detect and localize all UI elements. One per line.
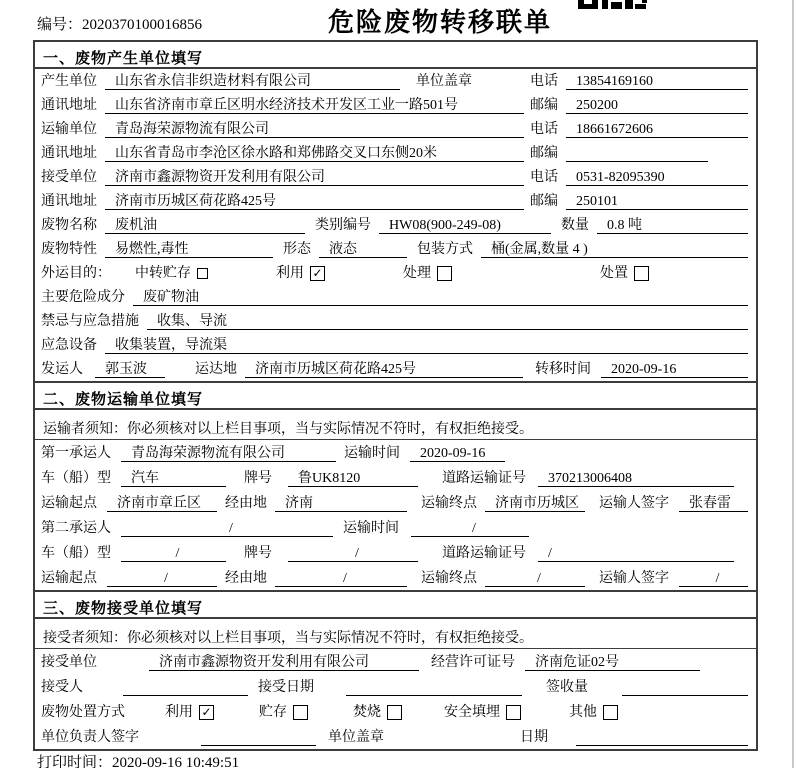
quantity-label: 数量 bbox=[561, 218, 589, 233]
first-carrier-value: 青岛海荣源物流有限公司 bbox=[121, 445, 336, 462]
row-leader-signature bbox=[35, 724, 756, 749]
via2-value: / bbox=[275, 570, 407, 587]
transport-time1-value: 2020-09-16 bbox=[410, 445, 505, 462]
treat-checkbox bbox=[437, 266, 452, 281]
acceptor-label: 接受人 bbox=[41, 680, 83, 695]
first-carrier-label: 第一承运人 bbox=[41, 446, 111, 461]
zip1-value: 250200 bbox=[566, 97, 748, 114]
row-waste-name bbox=[35, 213, 756, 237]
row-acceptor bbox=[35, 674, 756, 699]
carrier-sign2-label: 运输人签字 bbox=[599, 571, 669, 586]
checkbox-transfer-storage: 中转贮存 bbox=[135, 265, 208, 282]
road-license2-label: 道路运输证号 bbox=[442, 546, 526, 561]
second-carrier-label: 第二承运人 bbox=[41, 521, 111, 536]
phone1-value: 13854169160 bbox=[566, 73, 748, 90]
road-license1-value: 370213006408 bbox=[538, 470, 734, 487]
accept-date-label: 接受日期 bbox=[258, 680, 314, 695]
category-code-label: 类别编号 bbox=[315, 218, 371, 233]
utilize-checkbox: ✓ bbox=[310, 266, 325, 281]
checkbox-disp-other: 其他 bbox=[569, 704, 618, 721]
taboo-label: 禁忌与应急措施 bbox=[41, 314, 139, 329]
hazard-label: 主要危险成分 bbox=[41, 290, 125, 305]
taboo-value: 收集、导流 bbox=[147, 313, 748, 330]
end2-label: 运输终点 bbox=[421, 571, 477, 586]
transfer-storage-checkbox bbox=[197, 268, 208, 279]
row-route1 bbox=[35, 490, 756, 515]
waste-name-label: 废物名称 bbox=[41, 218, 97, 233]
origin1-value: 济南市章丘区 bbox=[107, 495, 217, 512]
vehicle2-value: / bbox=[121, 545, 226, 562]
zip2-value bbox=[566, 145, 708, 162]
disp-landfill-checkbox bbox=[506, 705, 521, 720]
page-edge-line bbox=[792, 0, 794, 768]
waste-name-value: 废机油 bbox=[105, 217, 305, 234]
carrier-sign1-label: 运输人签字 bbox=[599, 496, 669, 511]
transporter-notice: 运输者须知：你必须核对以上栏目事项，当与实际情况不符时，有权拒绝接受。 bbox=[35, 410, 756, 440]
row-route2 bbox=[35, 565, 756, 590]
checkbox-utilize: 利用 ✓ bbox=[276, 265, 325, 282]
zip3-value: 250101 bbox=[566, 193, 748, 210]
section1-header: 一、废物产生单位填写 bbox=[35, 42, 756, 69]
vehicle1-value: 汽车 bbox=[121, 470, 226, 487]
destination-label: 运达地 bbox=[195, 362, 237, 377]
purpose-label: 外运目的： bbox=[41, 266, 111, 281]
producer-label: 产生单位 bbox=[41, 74, 97, 89]
plate1-label: 牌号 bbox=[244, 471, 272, 486]
row-shipper bbox=[35, 357, 756, 381]
carrier-sign2-value: / bbox=[679, 570, 748, 587]
disposal-label: 废物处置方式 bbox=[41, 705, 125, 720]
row-vehicle1 bbox=[35, 465, 756, 490]
row-purpose bbox=[35, 261, 756, 285]
second-carrier-value: / bbox=[121, 520, 333, 537]
phone2-group bbox=[530, 121, 748, 138]
via2-label: 经由地 bbox=[225, 571, 267, 586]
carrier-value: 青岛海荣源物流有限公司 bbox=[105, 121, 524, 138]
leader-sign-label: 单位负责人签字 bbox=[41, 730, 139, 745]
phone2-value: 18661672606 bbox=[566, 121, 748, 138]
phone3-group bbox=[530, 169, 748, 186]
transport-time2-label: 运输时间 bbox=[343, 521, 399, 536]
zip3-label: 邮编 bbox=[530, 194, 558, 209]
row-transport-unit bbox=[35, 117, 756, 141]
plate2-label: 牌号 bbox=[244, 546, 272, 561]
receiver-notice: 接受者须知：你必须核对以上栏目事项，当与实际情况不符时，有权拒绝接受。 bbox=[35, 619, 756, 649]
quantity-value: 0.8 吨 bbox=[597, 217, 748, 234]
unit-seal-label: 单位盖章 bbox=[416, 74, 472, 89]
vehicle2-label: 车（船）型 bbox=[41, 546, 111, 561]
disp-other-checkbox bbox=[603, 705, 618, 720]
zip3-group bbox=[530, 193, 748, 210]
row-producer bbox=[35, 69, 756, 93]
zip1-group bbox=[530, 97, 748, 114]
checkbox-disp-storage: 贮存 bbox=[259, 704, 308, 721]
packing-value: 桶(金属,数量 4 ) bbox=[481, 241, 748, 258]
receive-unit-label: 接受单位 bbox=[41, 655, 97, 670]
accept-date-value bbox=[346, 679, 522, 696]
leader-sign-value bbox=[201, 729, 316, 746]
road-license2-value: / bbox=[538, 545, 734, 562]
carrier-label: 运输单位 bbox=[41, 122, 97, 137]
via1-label: 经由地 bbox=[225, 496, 267, 511]
phone1-label: 电话 bbox=[530, 74, 558, 89]
row-first-carrier bbox=[35, 440, 756, 465]
transport-time2-value: / bbox=[411, 520, 529, 537]
receiver-value: 济南市鑫源物资开发利用有限公司 bbox=[105, 169, 524, 186]
unit-seal2-label: 单位盖章 bbox=[328, 730, 384, 745]
permit-value: 济南危证02号 bbox=[525, 654, 700, 671]
checkbox-dispose: 处置 bbox=[600, 265, 649, 282]
row-taboo bbox=[35, 309, 756, 333]
zip2-group bbox=[530, 145, 748, 162]
row-second-carrier bbox=[35, 515, 756, 540]
phone1-group bbox=[530, 73, 748, 90]
checkbox-disp-incinerate: 焚烧 bbox=[353, 704, 402, 721]
plate1-value: 鲁UK8120 bbox=[288, 470, 418, 487]
qr-code-fragment bbox=[578, 0, 650, 10]
trait-value: 易燃性,毒性 bbox=[105, 241, 273, 258]
end1-value: 济南市历城区 bbox=[485, 495, 585, 512]
trait-label: 废物特性 bbox=[41, 242, 97, 257]
disp-incinerate-checkbox bbox=[387, 705, 402, 720]
origin2-value: / bbox=[107, 570, 217, 587]
category-code-value: HW08(900-249-08) bbox=[379, 217, 551, 234]
hazard-value: 废矿物油 bbox=[133, 289, 748, 306]
end1-label: 运输终点 bbox=[421, 496, 477, 511]
form-value: 液态 bbox=[319, 241, 407, 258]
phone3-value: 0531-82095390 bbox=[566, 169, 748, 186]
transport-time1-label: 运输时间 bbox=[344, 446, 400, 461]
date-label: 日期 bbox=[520, 730, 548, 745]
section2-header: 二、废物运输单位填写 bbox=[35, 381, 756, 410]
signed-qty-label: 签收量 bbox=[546, 680, 588, 695]
addr2-value: 山东省青岛市李沧区徐水路和郑佛路交叉口东侧20米 bbox=[105, 145, 524, 162]
page-title: 危险废物转移联单 bbox=[327, 8, 552, 37]
zip2-label: 邮编 bbox=[530, 146, 558, 161]
carrier-sign1-value: 张春雷 bbox=[679, 495, 748, 512]
row-waste-trait bbox=[35, 237, 756, 261]
manifest-form bbox=[33, 40, 758, 751]
origin1-label: 运输起点 bbox=[41, 496, 97, 511]
row-receive-address bbox=[35, 189, 756, 213]
shipper-value: 郭玉波 bbox=[95, 361, 165, 378]
equipment-label: 应急设备 bbox=[41, 338, 97, 353]
print-time-value: 2020-09-16 10:49:51 bbox=[112, 755, 240, 768]
row-vehicle2 bbox=[35, 540, 756, 565]
addr3-label: 通讯地址 bbox=[41, 194, 97, 209]
disp-utilize-checkbox: ✓ bbox=[199, 705, 214, 720]
row-receive-unit-s3 bbox=[35, 649, 756, 674]
packing-label: 包装方式 bbox=[417, 242, 473, 257]
row-emergency-equipment bbox=[35, 333, 756, 357]
row-hazard-component bbox=[35, 285, 756, 309]
via1-value: 济南 bbox=[275, 495, 407, 512]
shipper-label: 发运人 bbox=[41, 362, 83, 377]
zip1-label: 邮编 bbox=[530, 98, 558, 113]
plate2-value: / bbox=[288, 545, 418, 562]
transfer-time-label: 转移时间 bbox=[535, 362, 591, 377]
section3-header: 三、废物接受单位填写 bbox=[35, 590, 756, 619]
date-value bbox=[576, 729, 748, 746]
end2-value: / bbox=[485, 570, 585, 587]
addr3-value: 济南市历城区荷花路425号 bbox=[105, 193, 524, 210]
receiver-label: 接受单位 bbox=[41, 170, 97, 185]
producer-value: 山东省永信非织造材料有限公司 bbox=[105, 73, 400, 90]
row-producer-address bbox=[35, 93, 756, 117]
checkbox-treat: 处理 bbox=[403, 265, 452, 282]
acceptor-value bbox=[123, 679, 248, 696]
vehicle1-label: 车（船）型 bbox=[41, 471, 111, 486]
signed-qty-value bbox=[622, 679, 748, 696]
print-time bbox=[37, 751, 239, 768]
road-license1-label: 道路运输证号 bbox=[442, 471, 526, 486]
transfer-time-value: 2020-09-16 bbox=[601, 361, 748, 378]
dispose-checkbox bbox=[634, 266, 649, 281]
row-disposal-method bbox=[35, 699, 756, 724]
phone3-label: 电话 bbox=[530, 170, 558, 185]
serial-value: 2020370100016856 bbox=[82, 17, 203, 33]
disp-storage-checkbox bbox=[293, 705, 308, 720]
row-transport-address bbox=[35, 141, 756, 165]
checkbox-disp-utilize: 利用 ✓ bbox=[165, 704, 214, 721]
receive-unit-value: 济南市鑫源物资开发利用有限公司 bbox=[149, 654, 419, 671]
destination-value: 济南市历城区荷花路425号 bbox=[245, 361, 523, 378]
row-receive-unit bbox=[35, 165, 756, 189]
equipment-value: 收集装置，导流渠 bbox=[105, 337, 748, 354]
addr2-label: 通讯地址 bbox=[41, 146, 97, 161]
checkbox-disp-landfill: 安全填埋 bbox=[444, 704, 521, 721]
print-time-label: 打印时间： bbox=[37, 755, 113, 768]
serial-label: 编号： bbox=[37, 17, 83, 33]
addr1-label: 通讯地址 bbox=[41, 98, 97, 113]
permit-label: 经营许可证号 bbox=[431, 655, 515, 670]
addr1-value: 山东省济南市章丘区明水经济技术开发区工业一路501号 bbox=[105, 97, 524, 114]
form-label: 形态 bbox=[283, 242, 311, 257]
origin2-label: 运输起点 bbox=[41, 571, 97, 586]
phone2-label: 电话 bbox=[530, 122, 558, 137]
